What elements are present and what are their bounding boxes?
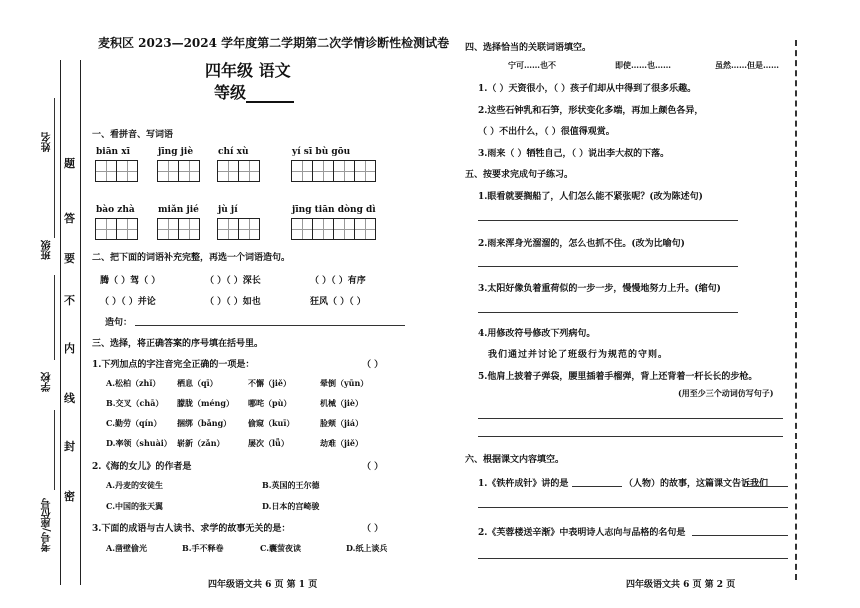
question-6-1a: 1.《铁杵成针》讲的是 xyxy=(478,479,569,489)
q3-option-a[interactable]: A.凿壁偷光 xyxy=(106,543,147,553)
page-footer: 四年级语文共 6 页 第 1 页 xyxy=(208,580,318,590)
character-box[interactable] xyxy=(312,218,334,240)
question-6-2: 2.《芙蓉楼送辛渐》中表明诗人志向与品格的名句是 xyxy=(478,528,686,538)
character-box[interactable] xyxy=(354,160,376,182)
question-5-3: 3.太阳好像负着重荷似的一步一步，慢慢地努力上升。(缩句) xyxy=(478,284,721,294)
pinyin-word-group xyxy=(292,205,376,240)
character-box[interactable] xyxy=(354,218,376,240)
answer-paren[interactable]: （ ） xyxy=(362,524,384,534)
section-5-heading: 五、按要求完成句子练习。 xyxy=(465,170,574,180)
option-a-3: 不懈（jiě） xyxy=(248,378,292,388)
pinyin-label: miǎn jié xyxy=(158,205,199,215)
binding-name-label: 姓名 xyxy=(42,132,53,152)
question-5-4: 4.用修改符号修改下列病句。 xyxy=(478,329,596,339)
question-5-2: 2.雨来浑身光溜溜的，怎么也抓不住。(改为比喻句) xyxy=(478,239,685,249)
q2-option-b[interactable]: B.英国的王尔德 xyxy=(262,480,320,490)
pinyin-word-group xyxy=(218,205,260,240)
question-5-5: 5.他肩上披着子弹袋，腰里插着手榴弹，背上还背着一杆长长的步枪。 xyxy=(478,372,758,382)
grade-blank[interactable] xyxy=(246,85,294,103)
option-d-1[interactable]: D.率领（shuài） xyxy=(106,438,172,448)
option-c-2: 捆绑（bǎng） xyxy=(177,418,232,428)
seal-char: 要 xyxy=(64,252,75,265)
pinyin-label: chí xù xyxy=(218,147,249,157)
q3-option-d[interactable]: D.纸上谈兵 xyxy=(346,543,388,553)
q2-option-d[interactable]: D.日本的宫崎骏 xyxy=(262,501,320,511)
class-write-line[interactable] xyxy=(54,275,55,360)
binding-line-inner xyxy=(80,60,81,585)
question-3-1: 1.下列加点的字注音完全正确的一项是： xyxy=(92,360,255,370)
pinyin-label: jīng tiān dòng dì xyxy=(292,205,376,215)
binding-exam-no-label: 考号/座位号 xyxy=(42,498,53,552)
section-4-heading: 四、选择恰当的关联词语填空。 xyxy=(465,43,592,53)
question-6-1b: （人物）的故事，这篇课文告诉我们 xyxy=(624,479,769,489)
seal-char: 答 xyxy=(64,212,75,225)
seal-char: 封 xyxy=(64,440,75,453)
seal-char: 不 xyxy=(64,294,75,307)
answer-line[interactable] xyxy=(478,558,788,559)
question-4-2: 2.这些石钟乳和石笋，形状变化多端，再加上颜色各异， xyxy=(478,106,704,116)
character-box[interactable] xyxy=(333,218,355,240)
character-box[interactable] xyxy=(178,160,200,182)
section-1-heading: 一、看拼音、写词语 xyxy=(92,130,174,140)
question-5-5-note: (用至少三个动词仿写句子) xyxy=(678,388,774,398)
seal-char: 题 xyxy=(64,157,75,170)
character-box[interactable] xyxy=(116,160,138,182)
character-box[interactable] xyxy=(116,218,138,240)
option-c-3: 偷窥（kuī） xyxy=(248,418,295,428)
character-box[interactable] xyxy=(291,218,313,240)
q2-option-c[interactable]: C.中国的张天翼 xyxy=(106,501,164,511)
pinyin-word-group xyxy=(218,147,260,182)
pinyin-label: jù jí xyxy=(218,205,238,215)
character-box[interactable] xyxy=(95,218,117,240)
option-d-2: 崭新（zǎn） xyxy=(177,438,225,448)
seal-char: 内 xyxy=(64,342,75,355)
question-4-3[interactable]: 3.雨来（ ）牺牲自己，（ ）说出李大叔的下落。 xyxy=(478,149,670,159)
character-box[interactable] xyxy=(238,218,260,240)
sentence-answer-line[interactable] xyxy=(135,325,405,326)
option-c-1[interactable]: C.勤劳（qín） xyxy=(106,418,162,428)
answer-line[interactable] xyxy=(478,266,738,267)
answer-line[interactable] xyxy=(478,220,738,221)
answer-line[interactable] xyxy=(478,312,738,313)
pinyin-word-group xyxy=(158,147,200,182)
sentence-label: 造句： xyxy=(105,318,133,328)
answer-paren[interactable]: （ ） xyxy=(362,360,384,370)
character-box[interactable] xyxy=(157,160,179,182)
character-box[interactable] xyxy=(333,160,355,182)
question-3-3: 3.下面的成语与古人读书、求学的故事无关的是： xyxy=(92,524,291,534)
character-box[interactable] xyxy=(238,160,260,182)
grade-field[interactable] xyxy=(214,80,294,103)
answer-line[interactable] xyxy=(744,486,788,487)
binding-class-label: 班级 xyxy=(42,240,53,260)
section-2-heading: 二、把下面的词语补充完整，再选一个词语造句。 xyxy=(92,253,291,263)
option-b-4: 机械（jiè） xyxy=(320,398,364,408)
pinyin-word-group xyxy=(158,205,200,240)
character-box[interactable] xyxy=(217,160,239,182)
option-a-4: 晕倒（yūn） xyxy=(320,378,369,388)
person-blank[interactable] xyxy=(572,486,622,487)
school-write-line[interactable] xyxy=(54,410,55,490)
seal-char: 密 xyxy=(64,490,75,503)
character-box[interactable] xyxy=(312,160,334,182)
idiom-item[interactable]: 腾（ ）驾（ ） xyxy=(100,276,161,286)
faulty-sentence[interactable]: 我们通过并讨论了班级行为规范的守则。 xyxy=(488,350,669,360)
character-box[interactable] xyxy=(157,218,179,240)
section-6-heading: 六、根据课文内容填空。 xyxy=(465,455,565,465)
grade-label: 等级 xyxy=(214,83,247,102)
pinyin-label: jīng jiè xyxy=(158,147,194,157)
character-box[interactable] xyxy=(178,218,200,240)
option-b-1[interactable]: B.交叉（chā） xyxy=(106,398,164,408)
pinyin-word-group xyxy=(292,147,376,182)
character-box[interactable] xyxy=(217,218,239,240)
pinyin-word-group xyxy=(96,205,138,240)
name-write-line[interactable] xyxy=(54,98,55,238)
answer-line[interactable] xyxy=(692,535,788,536)
idiom-item[interactable]: （ ）（ ）有序 xyxy=(310,276,366,286)
answer-paren[interactable]: （ ） xyxy=(362,462,384,472)
answer-line[interactable] xyxy=(478,418,783,419)
question-4-1[interactable]: 1.（ ）天资很小，（ ）孩子们却从中得到了很多乐趣。 xyxy=(478,84,697,94)
section-3-heading: 三、选择，将正确答案的序号填在括号里。 xyxy=(92,339,264,349)
question-3-2: 2.《海的女儿》的作者是 xyxy=(92,462,192,472)
option-a-1[interactable]: A.松柏（zhǐ） xyxy=(106,378,161,388)
answer-line[interactable] xyxy=(478,436,783,437)
idiom-item[interactable]: （ ）（ ）并论 xyxy=(100,297,156,307)
exam-subtitle: 四年级 语文 xyxy=(205,61,291,80)
binding-line-outer xyxy=(60,60,61,585)
option-c-4: 脸颊（jiá） xyxy=(320,418,364,428)
conjunction-choice: 即使……也…… xyxy=(615,60,671,70)
binding-school-label: 学校 xyxy=(42,372,53,392)
pinyin-label: yí sī bù gōu xyxy=(292,147,351,157)
q3-option-c[interactable]: C.囊萤夜读 xyxy=(260,543,302,553)
idiom-item[interactable]: （ ）（ ）如也 xyxy=(205,297,261,307)
option-b-2: 朦胧（méng） xyxy=(177,398,234,408)
option-b-3: 哪咤（pù） xyxy=(248,398,292,408)
pinyin-label: bào zhà xyxy=(96,205,135,215)
seal-char: 线 xyxy=(64,392,75,405)
option-d-4: 劫难（jiě） xyxy=(320,438,364,448)
conjunction-choice: 虽然……但是…… xyxy=(715,60,779,70)
character-box[interactable] xyxy=(291,160,313,182)
character-box[interactable] xyxy=(95,160,117,182)
option-d-3: 屡次（lǚ） xyxy=(248,438,289,448)
pinyin-label: biān xī xyxy=(96,147,131,157)
idiom-item[interactable]: 狂风（ ）（ ） xyxy=(310,297,366,307)
pinyin-word-group xyxy=(96,147,138,182)
answer-line[interactable] xyxy=(478,507,788,508)
cut-dashed-line xyxy=(795,40,797,580)
q2-option-a[interactable]: A.丹麦的安徒生 xyxy=(106,480,163,490)
question-4-2b[interactable]: （ ）不出什么，（ ）很值得观赏。 xyxy=(478,127,615,137)
conjunction-choice: 宁可……也不 xyxy=(508,60,556,70)
idiom-item[interactable]: （ ）（ ）深长 xyxy=(205,276,261,286)
q3-option-b[interactable]: B.手不释卷 xyxy=(182,543,224,553)
exam-title: 麦积区 2023—2024 学年度第二学期第二次学情诊断性检测试卷 xyxy=(98,36,450,50)
option-a-2: 栖息（qī） xyxy=(177,378,218,388)
question-5-1: 1.眼看就要搁船了，人们怎么能不紧张呢？(改为陈述句) xyxy=(478,192,703,202)
page-footer: 四年级语文共 6 页 第 2 页 xyxy=(626,580,736,590)
